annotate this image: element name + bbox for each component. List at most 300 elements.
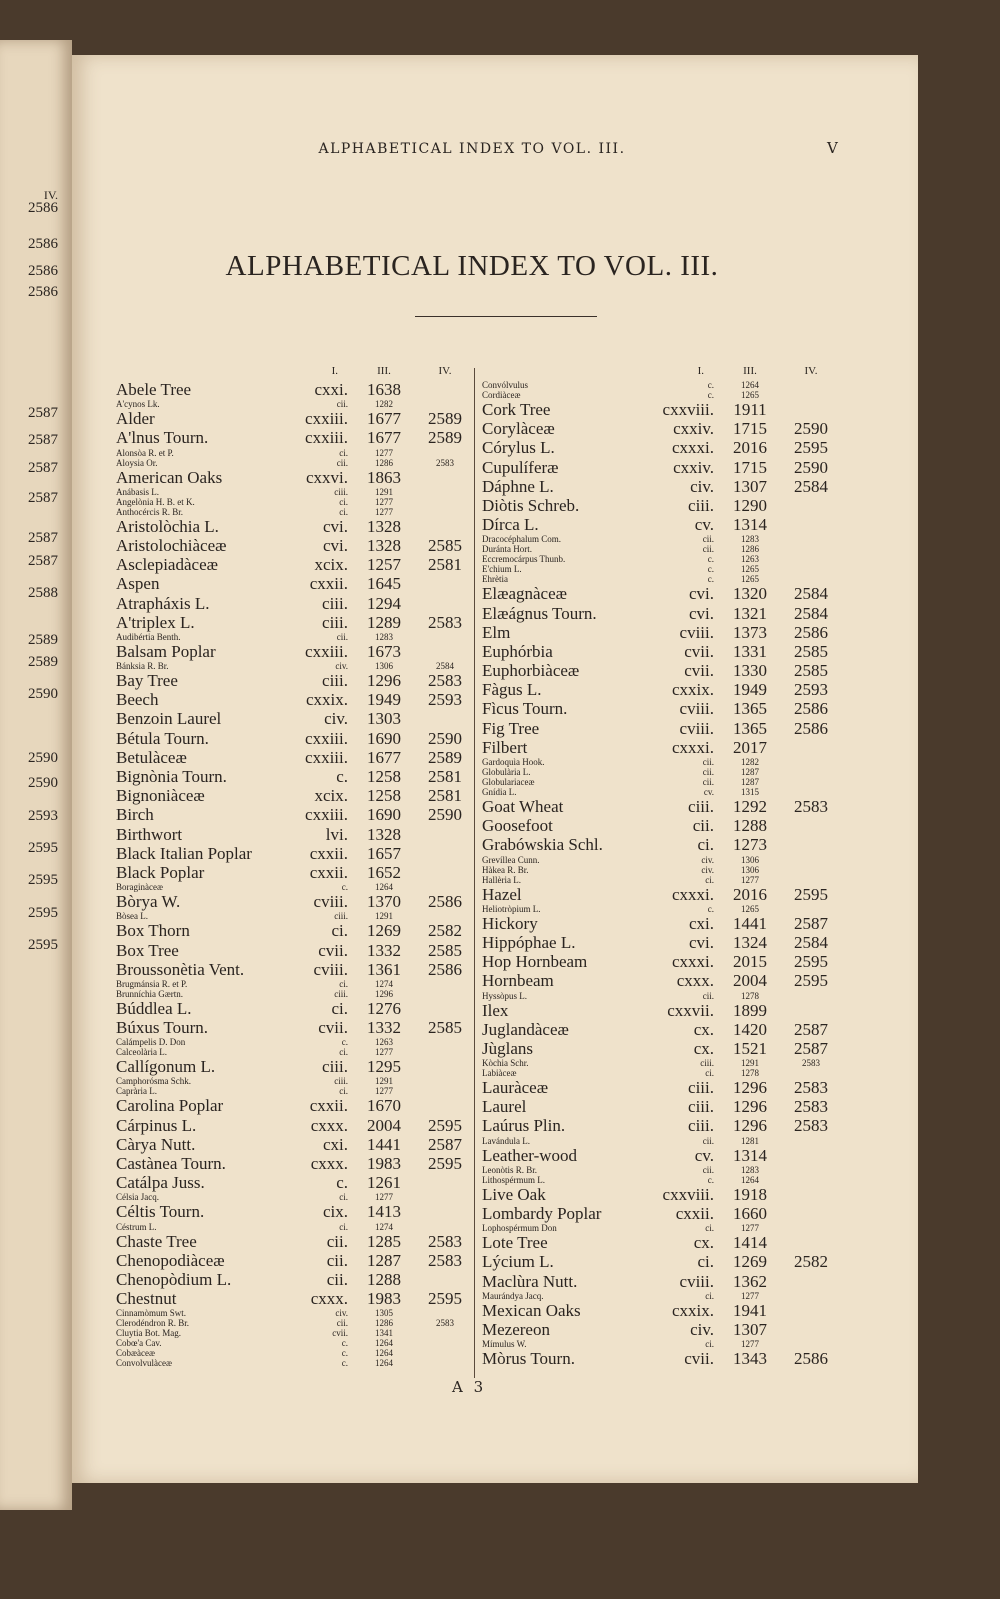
entry-vol-iv-page: 2595 bbox=[794, 971, 828, 991]
index-entry bbox=[482, 738, 842, 757]
entry-name: Grevíllea Cunn. bbox=[482, 854, 540, 865]
index-entry bbox=[482, 816, 842, 835]
entry-vol-iii-page: 1307 bbox=[733, 1319, 767, 1339]
entry-name: Chenopodiàceæ bbox=[116, 1250, 225, 1270]
entry-name: E'chium L. bbox=[482, 564, 522, 575]
prev-page-number: 2586 bbox=[28, 263, 58, 279]
entry-vol-i-page: civ. bbox=[335, 661, 348, 672]
index-entry bbox=[116, 805, 476, 824]
entry-name: Alder bbox=[116, 409, 155, 429]
entry-name: Duránta Hort. bbox=[482, 544, 532, 555]
entry-vol-iii-page: 1281 bbox=[741, 1135, 759, 1146]
prev-page-column-header: IV. bbox=[43, 188, 58, 202]
entry-vol-i-page: xcix. bbox=[314, 555, 348, 575]
entry-name: Euphórbia bbox=[482, 641, 553, 661]
index-entry bbox=[482, 400, 842, 419]
entry-vol-iii-page: 1265 bbox=[741, 903, 759, 914]
entry-vol-i-page: cxxiii. bbox=[305, 805, 348, 825]
entry-vol-i-page: cxxii. bbox=[309, 1096, 348, 1116]
entry-vol-iii-page: 1286 bbox=[375, 457, 393, 468]
entry-vol-i-page: c. bbox=[341, 1037, 348, 1048]
entry-vol-iii-page: 1341 bbox=[375, 1328, 393, 1339]
index-entry bbox=[116, 574, 476, 593]
index-entry bbox=[116, 690, 476, 709]
entry-name: Juglandàceæ bbox=[482, 1019, 569, 1039]
entry-vol-iii-page: 1264 bbox=[375, 1338, 393, 1349]
entry-name: Bòrya W. bbox=[116, 892, 181, 912]
entry-vol-iii-page: 1983 bbox=[367, 1154, 401, 1173]
entry-name: Ehrètia bbox=[482, 574, 508, 585]
index-entry bbox=[116, 458, 476, 468]
entry-name: Anábasis L. bbox=[116, 486, 159, 497]
index-entry bbox=[482, 584, 842, 603]
entry-vol-iii-page: 1362 bbox=[733, 1271, 767, 1291]
entry-vol-i-page: c. bbox=[707, 390, 714, 400]
entry-vol-iii-page: 1291 bbox=[375, 1076, 393, 1087]
index-entry bbox=[482, 1349, 842, 1368]
entry-vol-i-page: cviii. bbox=[679, 1271, 714, 1291]
entry-name: Cordiàceæ bbox=[482, 390, 521, 400]
entry-vol-iv-page: 2583 bbox=[428, 1231, 462, 1251]
index-entry bbox=[116, 1192, 476, 1202]
index-entry bbox=[116, 1328, 476, 1338]
entry-vol-iii-page: 1373 bbox=[733, 622, 767, 642]
prev-page-number: 2587 bbox=[28, 530, 58, 546]
entry-vol-iv-page: 2590 bbox=[428, 805, 462, 825]
entry-vol-i-page: cvi. bbox=[688, 603, 714, 623]
entry-vol-i-page: ciii. bbox=[334, 486, 348, 497]
entry-vol-iii-page: 1657 bbox=[367, 843, 401, 863]
entry-vol-iii-page: 2004 bbox=[733, 971, 767, 991]
entry-vol-i-page: cii. bbox=[326, 1250, 348, 1270]
entry-vol-i-page: ciii. bbox=[688, 1078, 714, 1098]
entry-vol-i-page: cii. bbox=[702, 990, 714, 1001]
index-entry bbox=[116, 1086, 476, 1096]
entry-name: Betulàceæ bbox=[116, 747, 187, 767]
index-entry bbox=[482, 1291, 842, 1301]
entry-vol-iii-page: 1264 bbox=[741, 380, 759, 390]
entry-name: Càrya Nutt. bbox=[116, 1134, 196, 1154]
entry-vol-iv-page: 2586 bbox=[794, 699, 828, 719]
index-entry bbox=[482, 623, 842, 642]
prev-page-number: 2589 bbox=[28, 654, 58, 670]
entry-name: Calceolària L. bbox=[116, 1047, 167, 1058]
entry-name: Broussonètia Vent. bbox=[116, 959, 245, 979]
entry-vol-i-page: civ. bbox=[701, 864, 714, 875]
index-entry bbox=[482, 438, 842, 457]
entry-vol-i-page: ciii. bbox=[334, 988, 348, 999]
entry-name: Célsia Jacq. bbox=[116, 1192, 159, 1203]
entry-name: Corylàceæ bbox=[482, 419, 555, 439]
entry-vol-iii-page: 1328 bbox=[367, 535, 401, 555]
entry-vol-i-page: cii. bbox=[702, 544, 714, 555]
header-vol-i: I. bbox=[331, 365, 338, 377]
entry-name: Hazel bbox=[482, 884, 522, 904]
index-entry bbox=[482, 544, 842, 554]
entry-vol-iii-page: 1918 bbox=[733, 1184, 767, 1204]
entry-vol-iii-page: 1276 bbox=[367, 998, 401, 1018]
prev-page-number: 2587 bbox=[28, 405, 58, 421]
entry-vol-iii-page: 1441 bbox=[367, 1134, 401, 1154]
entry-name: Goat Wheat bbox=[482, 797, 564, 816]
index-entry bbox=[116, 468, 476, 487]
entry-name: Bòsea L. bbox=[116, 911, 148, 922]
entry-vol-i-page: ciii. bbox=[688, 1097, 714, 1117]
index-entry bbox=[116, 989, 476, 999]
index-entry bbox=[482, 1301, 842, 1320]
entry-vol-iv-page: 2590 bbox=[428, 728, 462, 748]
entry-vol-iv-page: 2587 bbox=[794, 1038, 828, 1058]
index-entry bbox=[482, 1078, 842, 1097]
entry-name: Lophospérmum Don bbox=[482, 1223, 557, 1234]
entry-name: Hickory bbox=[482, 913, 538, 933]
entry-vol-i-page: cii. bbox=[336, 399, 348, 410]
entry-name: Maurándya Jacq. bbox=[482, 1290, 544, 1301]
entry-vol-iv-page: 2584 bbox=[794, 603, 828, 623]
header-vol-iv: IV. bbox=[438, 365, 452, 377]
entry-name: Abele Tree bbox=[116, 380, 192, 399]
entry-name: Balsam Poplar bbox=[116, 641, 216, 661]
entry-vol-iii-page: 1264 bbox=[375, 1358, 393, 1369]
index-entry bbox=[116, 632, 476, 642]
entry-vol-iv-page: 2595 bbox=[428, 1115, 462, 1135]
index-entry bbox=[482, 865, 842, 875]
entry-vol-iv-page: 2585 bbox=[428, 1018, 462, 1038]
entry-vol-i-page: cxi. bbox=[322, 1134, 348, 1154]
entry-vol-iv-page: 2590 bbox=[794, 457, 828, 477]
entry-vol-i-page: ciii. bbox=[688, 1116, 714, 1136]
index-entry bbox=[116, 709, 476, 728]
entry-vol-iii-page: 1258 bbox=[367, 767, 401, 786]
entry-vol-iv-page: 2585 bbox=[794, 661, 828, 681]
index-entry bbox=[116, 979, 476, 989]
entry-vol-i-page: cviii. bbox=[313, 959, 348, 979]
entry-vol-iii-page: 1677 bbox=[367, 409, 401, 429]
index-entry bbox=[482, 797, 842, 816]
index-entry bbox=[482, 390, 842, 400]
entry-vol-i-page: ci. bbox=[697, 835, 714, 855]
entry-name: Convolvulàceæ bbox=[116, 1358, 172, 1369]
entry-vol-i-page: cviii. bbox=[679, 699, 714, 719]
entry-name: Gardoquìa Hook. bbox=[482, 757, 545, 767]
entry-name: Fìcus Tourn. bbox=[482, 699, 568, 719]
entry-name: Hallèria L. bbox=[482, 874, 521, 885]
index-entry bbox=[116, 1154, 476, 1173]
entry-vol-i-page: cviii. bbox=[679, 718, 714, 738]
entry-vol-iii-page: 1715 bbox=[733, 419, 767, 439]
entry-name: Birthwort bbox=[116, 824, 183, 844]
entry-vol-i-page: civ. bbox=[690, 1319, 714, 1339]
entry-vol-i-page: c. bbox=[707, 903, 714, 914]
entry-vol-iii-page: 1257 bbox=[367, 555, 401, 575]
prev-page-number: 2590 bbox=[28, 775, 58, 791]
entry-vol-i-page: cxxiv. bbox=[673, 419, 714, 439]
entry-vol-iv-page: 2586 bbox=[794, 718, 828, 738]
index-entry bbox=[116, 1270, 476, 1289]
index-entry bbox=[482, 515, 842, 534]
index-entry bbox=[116, 1135, 476, 1154]
entry-vol-iii-page: 1306 bbox=[741, 854, 759, 865]
entry-vol-i-page: ci. bbox=[705, 874, 714, 885]
index-entry bbox=[116, 1338, 476, 1348]
entry-vol-iii-page: 1277 bbox=[741, 1223, 759, 1234]
index-entry bbox=[116, 380, 476, 399]
entry-vol-i-page: cii. bbox=[326, 1231, 348, 1251]
entry-name: Jùglans bbox=[482, 1038, 533, 1058]
index-entry bbox=[482, 787, 842, 797]
entry-name: Chenopòdium L. bbox=[116, 1269, 232, 1289]
entry-vol-i-page: cvi. bbox=[322, 516, 348, 536]
entry-name: Mòrus Tourn. bbox=[482, 1349, 575, 1369]
entry-name: Fàgus L. bbox=[482, 680, 542, 700]
entry-vol-iii-page: 1660 bbox=[733, 1204, 767, 1223]
prev-page-number: 2586 bbox=[28, 200, 58, 216]
entry-vol-iii-page: 1306 bbox=[741, 864, 759, 875]
index-entry bbox=[116, 642, 476, 661]
entry-vol-i-page: ci. bbox=[705, 1290, 714, 1301]
entry-name: Beech bbox=[116, 690, 159, 710]
entry-name: Fig Tree bbox=[482, 718, 540, 738]
entry-vol-i-page: cxxii. bbox=[309, 862, 348, 882]
entry-vol-i-page: cii. bbox=[702, 1164, 714, 1175]
entry-vol-iii-page: 1321 bbox=[733, 603, 767, 623]
header-vol-i: I. bbox=[697, 365, 704, 377]
entry-name: Lithospérmum L. bbox=[482, 1174, 545, 1185]
entry-vol-iii-page: 1307 bbox=[733, 476, 767, 496]
index-entry bbox=[116, 729, 476, 748]
index-entry bbox=[116, 1173, 476, 1192]
index-entry bbox=[482, 971, 842, 990]
entry-name: Dírca L. bbox=[482, 515, 539, 535]
entry-vol-iii-page: 2015 bbox=[733, 952, 767, 972]
entry-vol-iv-page: 2589 bbox=[428, 747, 462, 767]
entry-vol-i-page: cx. bbox=[693, 1038, 714, 1058]
entry-vol-iii-page: 1670 bbox=[367, 1096, 401, 1116]
entry-vol-i-page: ciii. bbox=[322, 1057, 348, 1077]
entry-vol-iv-page: 2583 bbox=[436, 457, 454, 468]
entry-vol-iii-page: 1287 bbox=[367, 1250, 401, 1270]
entry-vol-i-page: c. bbox=[707, 380, 714, 390]
entry-vol-iii-page: 1328 bbox=[367, 516, 401, 536]
entry-name: Aristolochiàceæ bbox=[116, 535, 227, 555]
index-entry bbox=[116, 1358, 476, 1368]
entry-name: Leather-wood bbox=[482, 1145, 578, 1165]
entry-vol-i-page: cvii. bbox=[332, 1328, 348, 1339]
entry-name: Bétula Tourn. bbox=[116, 728, 209, 748]
entry-vol-i-page: cvi. bbox=[688, 584, 714, 604]
entry-name: Cárpinus L. bbox=[116, 1115, 197, 1135]
entry-name: Callígonum L. bbox=[116, 1057, 216, 1077]
entry-vol-i-page: cxxx. bbox=[310, 1289, 348, 1309]
index-entry bbox=[116, 748, 476, 767]
index-entry bbox=[482, 419, 842, 438]
index-entry bbox=[482, 1001, 842, 1020]
entry-vol-i-page: cii. bbox=[336, 1318, 348, 1329]
index-entry bbox=[482, 1252, 842, 1271]
book-page bbox=[72, 55, 918, 1483]
index-entry bbox=[116, 1318, 476, 1328]
entry-name: Céstrum L. bbox=[116, 1221, 157, 1232]
entry-vol-i-page: cxxiii. bbox=[305, 409, 348, 429]
entry-name: A'triplex L. bbox=[116, 612, 195, 632]
index-entry bbox=[482, 534, 842, 544]
entry-vol-i-page: ciii. bbox=[700, 1058, 714, 1069]
index-entry bbox=[482, 835, 842, 854]
entry-name: Búddlea L. bbox=[116, 998, 192, 1018]
entry-vol-i-page: cxxxi. bbox=[671, 952, 714, 972]
index-entry bbox=[116, 1057, 476, 1076]
entry-vol-iv-page: 2583 bbox=[802, 1058, 820, 1069]
entry-vol-iii-page: 1673 bbox=[367, 641, 401, 661]
entry-name: Alonsòa R. et P. bbox=[116, 447, 174, 458]
running-head: ALPHABETICAL INDEX TO VOL. III. bbox=[318, 141, 626, 157]
entry-name: Euphorbiàceæ bbox=[482, 661, 580, 681]
entry-vol-iv-page: 2586 bbox=[794, 1349, 828, 1369]
entry-vol-i-page: ci. bbox=[339, 447, 348, 458]
entry-vol-iii-page: 1365 bbox=[733, 699, 767, 719]
entry-vol-iii-page: 1413 bbox=[367, 1202, 401, 1222]
entry-vol-i-page: cxxii. bbox=[309, 843, 348, 863]
entry-vol-iii-page: 1652 bbox=[367, 862, 401, 882]
entry-name: Camphorósma Schk. bbox=[116, 1076, 191, 1087]
entry-vol-iii-page: 1287 bbox=[741, 767, 759, 777]
entry-name: A'cynos Lk. bbox=[116, 399, 160, 410]
entry-name: Lauràceæ bbox=[482, 1078, 549, 1098]
entry-name: Cobæàceæ bbox=[116, 1348, 155, 1359]
entry-name: Filbert bbox=[482, 737, 528, 757]
entry-vol-iv-page: 2587 bbox=[428, 1134, 462, 1154]
index-entry bbox=[482, 1185, 842, 1204]
header-vol-iii: III. bbox=[743, 365, 757, 377]
entry-vol-iii-page: 1314 bbox=[733, 515, 767, 535]
entry-vol-iv-page: 2585 bbox=[428, 940, 462, 960]
entry-vol-iii-page: 1277 bbox=[375, 1086, 393, 1097]
entry-name: Asclepiadàceæ bbox=[116, 555, 218, 575]
entry-name: Birch bbox=[116, 805, 154, 825]
entry-name: Elæagnàceæ bbox=[482, 584, 567, 604]
entry-vol-iii-page: 1296 bbox=[733, 1078, 767, 1098]
index-entry bbox=[482, 642, 842, 661]
entry-name: Globulària L. bbox=[482, 767, 531, 777]
entry-vol-iv-page: 2582 bbox=[794, 1252, 828, 1272]
entry-vol-i-page: ciii. bbox=[334, 1076, 348, 1087]
index-entry bbox=[116, 1232, 476, 1251]
entry-name: Catálpa Juss. bbox=[116, 1173, 205, 1193]
entry-vol-i-page: cviii. bbox=[679, 622, 714, 642]
entry-vol-i-page: ci. bbox=[339, 506, 348, 517]
index-entry bbox=[116, 517, 476, 536]
entry-name: Hippóphae L. bbox=[482, 932, 576, 952]
entry-vol-iii-page: 1306 bbox=[375, 661, 393, 672]
entry-name: Bánksia R. Br. bbox=[116, 661, 169, 672]
index-entry bbox=[482, 680, 842, 699]
entry-vol-i-page: cxxix. bbox=[671, 1300, 714, 1320]
index-entry bbox=[482, 1223, 842, 1233]
entry-name: Live Oak bbox=[482, 1184, 546, 1204]
prev-page-number: 2587 bbox=[28, 490, 58, 506]
entry-vol-i-page: ci. bbox=[705, 1339, 714, 1350]
entry-name: Laurel bbox=[482, 1097, 527, 1117]
entry-vol-iv-page: 2581 bbox=[428, 786, 462, 806]
index-entry bbox=[116, 1348, 476, 1358]
entry-name: Mímulus W. bbox=[482, 1339, 527, 1350]
index-entry bbox=[482, 952, 842, 971]
index-entry bbox=[482, 661, 842, 680]
entry-vol-iii-page: 1265 bbox=[741, 574, 759, 585]
entry-vol-iii-page: 1320 bbox=[733, 584, 767, 604]
entry-vol-iv-page: 2583 bbox=[428, 671, 462, 691]
index-entry bbox=[116, 941, 476, 960]
index-entry bbox=[116, 1047, 476, 1057]
entry-vol-i-page: c. bbox=[707, 564, 714, 575]
entry-vol-iii-page: 1690 bbox=[367, 805, 401, 825]
entry-vol-iii-page: 1315 bbox=[741, 787, 759, 797]
index-entry bbox=[116, 507, 476, 517]
entry-name: Box Thorn bbox=[116, 921, 190, 941]
entry-vol-iv-page: 2584 bbox=[794, 932, 828, 952]
index-entry bbox=[482, 1097, 842, 1116]
entry-vol-iv-page: 2595 bbox=[794, 438, 828, 458]
entry-vol-iii-page: 1277 bbox=[375, 506, 393, 517]
entry-vol-i-page: cxi. bbox=[688, 913, 714, 933]
entry-vol-iii-page: 1645 bbox=[367, 574, 401, 594]
entry-vol-i-page: ci. bbox=[339, 496, 348, 507]
entry-vol-i-page: cvii. bbox=[684, 1349, 714, 1369]
index-entries-left bbox=[116, 380, 476, 1368]
entry-name: Aristolòchia L. bbox=[116, 516, 219, 536]
entry-vol-iii-page: 1295 bbox=[367, 1057, 401, 1077]
index-entry bbox=[116, 960, 476, 979]
index-entry bbox=[482, 554, 842, 564]
index-entry bbox=[482, 604, 842, 623]
entry-name: Cork Tree bbox=[482, 400, 551, 419]
entry-vol-i-page: civ. bbox=[324, 709, 348, 729]
entry-vol-iv-page: 2584 bbox=[794, 584, 828, 604]
entry-vol-iv-page: 2586 bbox=[794, 622, 828, 642]
entry-name: Goosefoot bbox=[482, 816, 553, 836]
entry-vol-i-page: cxxix. bbox=[305, 690, 348, 710]
index-entry bbox=[482, 477, 842, 496]
index-entry bbox=[116, 1202, 476, 1221]
entry-vol-i-page: cxxxi. bbox=[671, 438, 714, 458]
prev-page-number: 2586 bbox=[28, 236, 58, 252]
entry-vol-iii-page: 1690 bbox=[367, 728, 401, 748]
entry-vol-iii-page: 1941 bbox=[733, 1300, 767, 1320]
entry-vol-iii-page: 1911 bbox=[733, 400, 767, 419]
entry-vol-iii-page: 1331 bbox=[733, 641, 767, 661]
entry-vol-i-page: cxxix. bbox=[671, 680, 714, 700]
entry-name: Diòtis Schreb. bbox=[482, 495, 580, 515]
entry-vol-iii-page: 1441 bbox=[733, 913, 767, 933]
entry-vol-i-page: cii. bbox=[702, 767, 714, 777]
index-entry bbox=[482, 914, 842, 933]
entry-name: Cluytia Bot. Mag. bbox=[116, 1328, 181, 1339]
index-entry bbox=[482, 1175, 842, 1185]
entry-vol-i-page: ci. bbox=[339, 978, 348, 989]
index-entry bbox=[482, 1146, 842, 1165]
entry-vol-iii-page: 1264 bbox=[741, 1174, 759, 1185]
index-entry bbox=[482, 1039, 842, 1058]
entry-name: Dáphne L. bbox=[482, 476, 554, 496]
entry-vol-iii-page: 1286 bbox=[375, 1318, 393, 1329]
entry-name: A'lnus Tourn. bbox=[116, 428, 209, 448]
entry-vol-iv-page: 2583 bbox=[794, 1116, 828, 1136]
index-entry bbox=[482, 1068, 842, 1078]
prev-page-number: 2590 bbox=[28, 686, 58, 702]
entry-vol-iii-page: 2016 bbox=[733, 884, 767, 904]
entry-vol-iii-page: 2017 bbox=[733, 737, 767, 757]
entry-name: Hornbeam bbox=[482, 971, 554, 991]
